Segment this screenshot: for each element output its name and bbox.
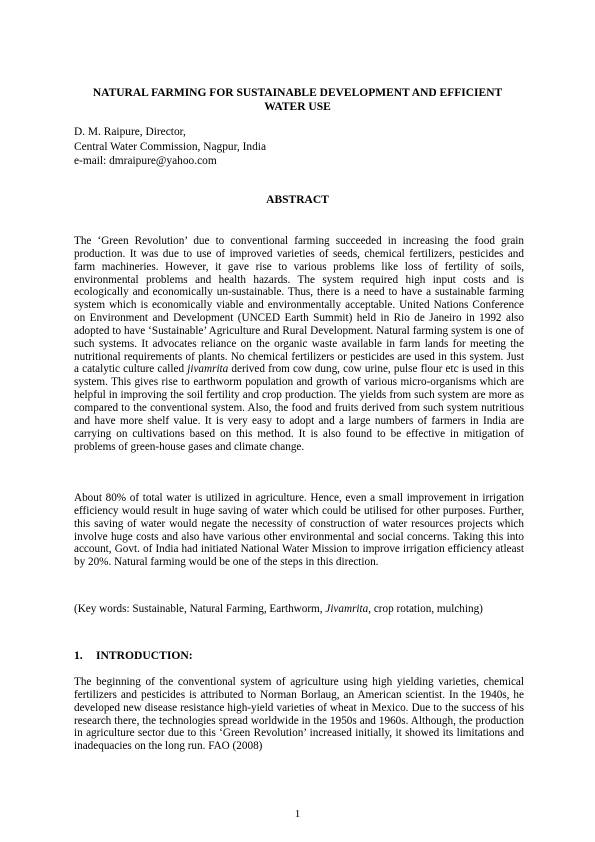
- abstract-paragraph-2: About 80% of total water is utilized in agriculture. Hence, even a small improvement in irrigation efficiency would result in huge saving of water which could be utilised for other purposes. Further, this saving of water would negate the necessity of construction of water resources projects which involve huge costs and also have various other environmental and social concerns. Taking this into account, Govt. of India had initiated National Water Mission to improve irrigation efficiency atleast by 20%. Natural farming would be one of the steps in this direction.: [74, 492, 524, 569]
- page-number: 1: [294, 808, 301, 820]
- author-name: D. M. Raipure, Director,: [74, 126, 186, 138]
- paper-title: NATURAL FARMING FOR SUSTAINABLE DEVELOPMENT AND EFFICIENT WATER USE: [92, 87, 503, 113]
- section-heading: [74, 649, 193, 663]
- italic-term: Jivamrita: [325, 603, 369, 615]
- author-block: [74, 125, 521, 169]
- keywords-text: , crop rotation, mulching): [368, 603, 483, 615]
- keywords-text: (Key words: Sustainable, Natural Farming, Earthworm,: [74, 603, 326, 615]
- author-affiliation: Central Water Commission, Nagpur, India: [74, 140, 267, 153]
- abstract-text: The ‘Green Revolution’ due to conventional farming succeeded in increasing the food grain production. It was due to use of improved varieties of seeds, chemical fertilizers, pesticides and farm machineries. However, it gave rise to various problems like loss of fertility of soils, environmental problems and health hazards. The system required high input costs and is ecologically and economically un-sustainable. Thus, there is a need to have a sustainable farming system which is economically viable and environmentally acceptable. United Nations Conference on Environment and Development (UNCED Earth Summit) held in Rio de Janeiro in 1992 also adopted to have ‘Sustainable’ Agriculture and Rural Development. Natural farming system is one of such systems. It advocates reliance on the organic waste available in farm lands for meeting the nutritional requirements of plants. No chemical fertilizers or pesticides are used in this system. Just a catalytic culture called: [74, 235, 524, 376]
- section-number: 1.: [74, 649, 83, 662]
- section-title: INTRODUCTION:: [96, 649, 193, 662]
- italic-term: jivamrita: [187, 363, 229, 376]
- abstract-paragraph-1: [74, 235, 524, 453]
- abstract-heading: ABSTRACT: [266, 194, 329, 206]
- author-email: e-mail: dmraipure@yahoo.com: [74, 155, 217, 167]
- keywords: [74, 603, 524, 616]
- introduction-paragraph: The beginning of the conventional system of agriculture using high yielding varieties, chemical fertilizers and pesticides is attributed to Norman Borlaug, an American scientist. In the 1940s, he developed new disease resistance high-yield varieties of wheat in Mexico. Due to the success of his research there, the technologies spread worldwide in the 1950s and 1960s. Although, the production in agriculture sector due to this ‘Green Revolution’ increased initially, it showed its limitations and inadequacies on the long run. FAO (2008): [74, 676, 524, 753]
- abstract-text: derived from cow dung, cow urine, pulse flour etc is used in this system. This gives rise to earthworm population and growth of various micro-organisms which are helpful in improving the soil fertility and crop production. The yields from such system are more as compared to the conventional system. Also, the food and fruits derived from such system nutritious and have more shelf value. It is very easy to adopt and a large numbers of farmers in India are carrying on cultivations based on this method. It is also found to be effective in mitigation of problems of green-house gases and climate change.: [74, 363, 524, 453]
